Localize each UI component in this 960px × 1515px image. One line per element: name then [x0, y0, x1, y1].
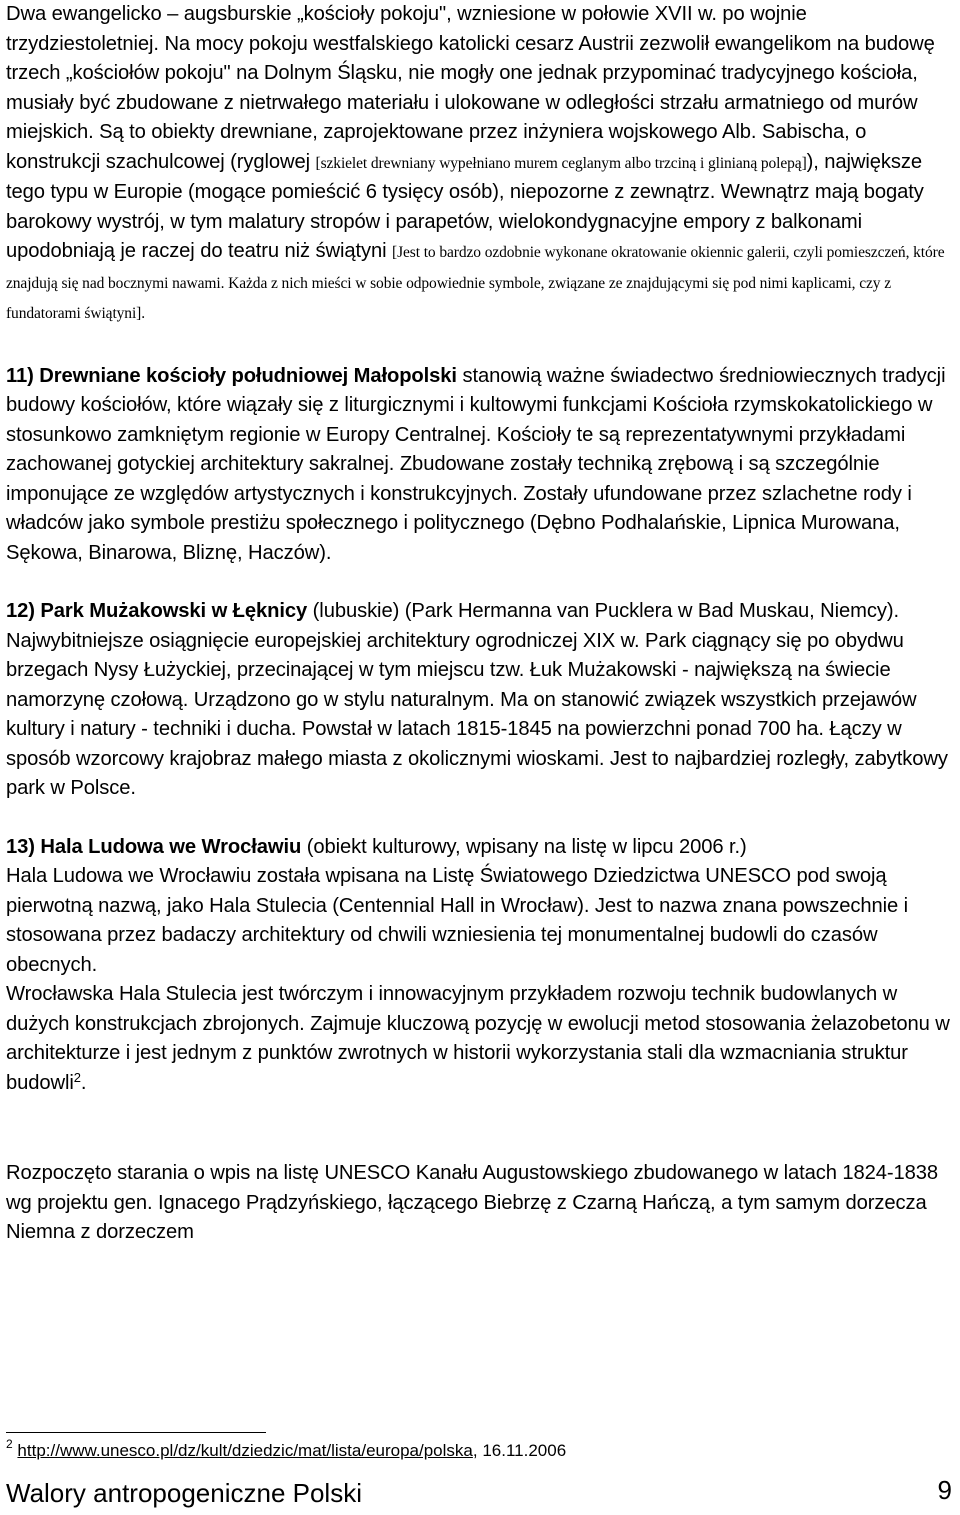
footer-title: Walory antropogeniczne Polski	[6, 1478, 362, 1508]
canal-paragraph: Rozpoczęto starania o wpis na listę UNESCO Kanału Augustowskiego zbudowanego w latach 1824-1838 wg projektu gen. Ignacego Prądzyńskiego, łączącego Biebrzę z Czarną Hańczą, a tym samym dorzecza Niemna z dorzeczem	[6, 1162, 939, 1243]
section-12-body: (lubuskie) (Park Hermanna van Pucklera w Bad Muskau, Niemcy). Najwybitniejsze osiągnięcie europejskiej architektury ogrodniczej XIX w. Park ciągnący się po obydwu brzegach Nysy Łużyckiej, przecinającej w tym miejscu tzw. Łuk Mużakowski - największą na świecie namorzynę czołową. Urządzono go w stylu naturalnym. Ma on stanowić związek wszystkich przejawów kultury i natury - techniki i ducha. Powstał w latach 1815-1845 na powierzchni ponad 700 ha. Łączy w sposób wzorcowy krajobraz małego miasta z okolicznymi wioskami. Jest to najbardziej rozległy, zabytkowy park w Polsce.	[6, 600, 948, 799]
footnote-number: 2	[6, 1437, 13, 1451]
section-13-subtitle: (obiekt kulturowy, wpisany na listę w lipcu 2006 r.)	[301, 835, 747, 858]
footnote-reference: 2	[73, 1069, 81, 1085]
section-13-body-2: Wrocławska Hala Stulecia jest twórczym i innowacyjnym przykładem rozwoju technik budowlanych w dużych konstrukcjach zbrojonych. Zajmuje kluczową pozycję w ewolucji metod stosowania żelazobetonu w architekturze i jest jednym z punktów zwrotnych w historii wykorzystania stali dla wzmacniania struktur budowli	[6, 983, 950, 1094]
spacer	[6, 329, 956, 362]
spacer	[6, 804, 956, 833]
section-11-paragraph	[6, 362, 956, 569]
intro-lead-text: Dwa ewangelicko – augsburskie „kościoły pokoju", wzniesione w połowie XVII w. po wojnie trzydziestoletniej. Na mocy pokoju westfalskiego katolicki cesarz Austrii zezwolił ewangelikom na budowę trzech „kościołów pokoju" na Dolnym Śląsku, nie mogły one jednak przypominać tradycyjnego kościoła, musiały być zbudowane z nietrwałego materiału i ulokowane w odległości strzału armatniego od murów miejskich. Są to obiekty drewniane, zaprojektowane przez inżyniera wojskowego Alb. Sabischa, o konstrukcji szachulcowej (ryglowej	[6, 3, 935, 173]
intro-end: .	[141, 305, 145, 322]
section-13-heading: 13) Hala Ludowa we Wrocławiu	[6, 835, 302, 858]
footnote-date: , 16.11.2006	[472, 1441, 567, 1460]
intro-paragraph	[6, 0, 956, 329]
document-page	[6, 0, 956, 1248]
page-number: 9	[937, 1475, 952, 1505]
section-11-body: stanowią ważne świadectwo średniowiecznych tradycji budowy kościołów, które wiązały się z liturgicznymi i kultowymi funkcjami Kościoła rzymskokatolickiego w stosunkowo zamkniętym regionie w Europy Centralnej. Kościoły te są reprezentatywnymi przykładami zachowanej gotyckiej architektury sakralnej. Zbudowane zostały techniką zrębową i są szczególnie imponujące ze względów artystycznych i konstrukcyjnych. Zostały ufundowane przez szlachetne rody i władców jako symbole prestiżu społecznego i politycznego (Dębno Podhalańskie, Lipnica Murowana, Sękowa, Binarowa, Bliznę, Haczów).	[6, 364, 946, 564]
section-13-body-1: Hala Ludowa we Wrocławiu została wpisana na Listę Światowego Dziedzictwa UNESCO pod swoją pierwotną nazwą, jako Hala Stulecia (Centennial Hall in Wrocław). Jest to nazwa znana powszechnie i stosowana przez badaczy architektury od chwili wzniesienia tej monumentalnej budowli do czasów obecnych.	[6, 865, 908, 976]
section-13-body-2-paragraph	[6, 980, 956, 1099]
intro-note-2: [Jest to bardzo ozdobnie wykonane okratowanie okiennic galerii, czyli pomieszczeń, które znajdują się nad bocznymi nawami. Każda z nich mieści w sobie odpowiednie symbole, związane ze znajdującymi się pod nimi kaplicami, czy z fundatorami świątyni]	[6, 244, 945, 322]
section-13-paragraph	[6, 833, 956, 863]
footnote	[6, 1437, 567, 1463]
footnote-link[interactable]: http://www.unesco.pl/dz/kult/dziedzic/mat/lista/europa/polska	[17, 1441, 473, 1460]
spacer	[6, 1099, 956, 1159]
section-12-heading: 12) Park Mużakowski w Łęknicy	[6, 600, 308, 622]
intro-middle-text: ), największe tego typu w Europie (mogące pomieścić 6 tysięcy osób), niepozorne z zewnątrz. Wewnątrz mają bogaty barokowy wystrój, w tym malatury stropów i parapetów, wielokondygnacyjne empory z balkonami upodobniają je raczej do teatru niż świątyni	[6, 150, 924, 262]
footnote-divider	[6, 1432, 266, 1433]
spacer	[6, 568, 956, 597]
intro-note-1: [szkielet drewniany wypełniano murem ceglanym albo trzciną i glinianą polepą]	[315, 154, 807, 172]
section-13-end: .	[80, 1071, 87, 1094]
section-12-paragraph	[6, 597, 956, 804]
section-11-heading: 11) Drewniane kościoły południowej Małopolski	[6, 364, 457, 387]
